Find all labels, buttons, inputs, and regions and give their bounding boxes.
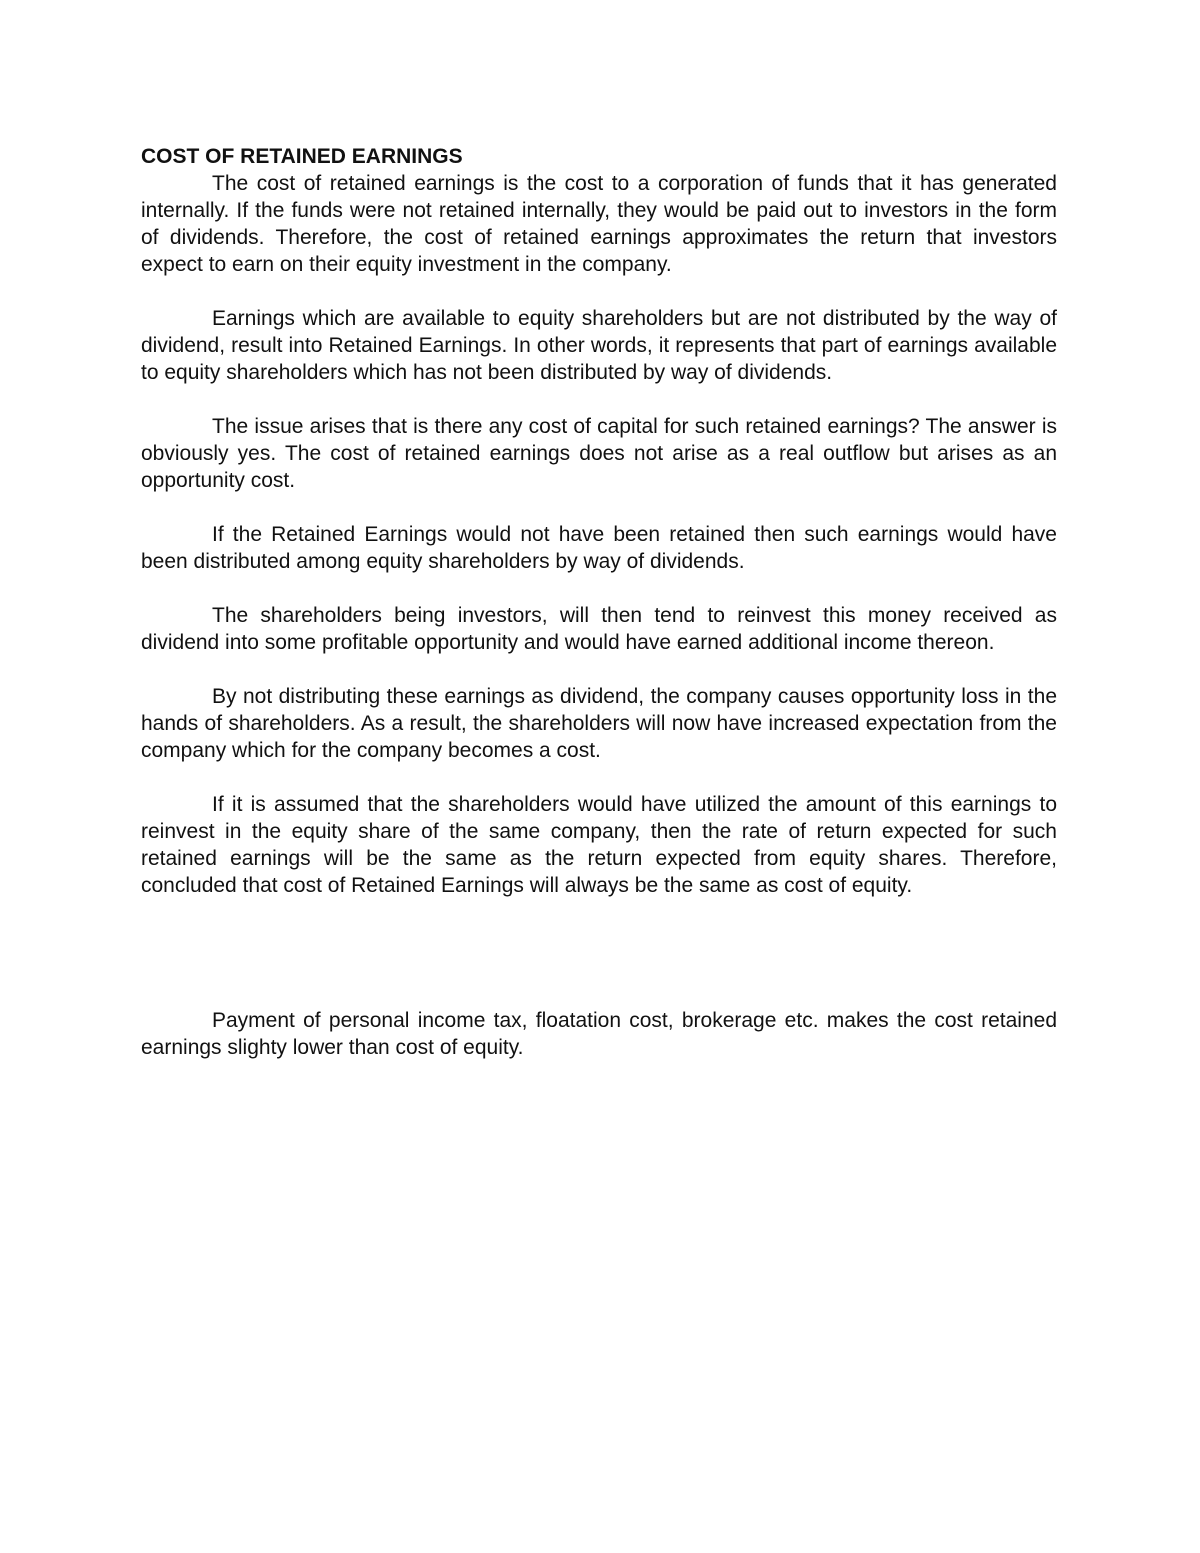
paragraph-5: The shareholders being investors, will then tend to reinvest this money received as dividend into some profitable opportunity and would have earned additional income thereon. [141,604,1057,654]
paragraph-8: Payment of personal income tax, floatation cost, brokerage etc. makes the cost retained earnings slighty lower than cost of equity. [141,1009,1057,1059]
paragraph-4: If the Retained Earnings would not have been retained then such earnings would have been distributed among equity shareholders by way of dividends. [141,523,1057,573]
document-title: COST OF RETAINED EARNINGS [141,145,463,168]
paragraph-2: Earnings which are available to equity shareholders but are not distributed by the way of dividend, result into Retained Earnings. In other words, it represents that part of earnings available to equity shareholders which has not been distributed by way of dividends. [141,307,1057,384]
paragraph-1: The cost of retained earnings is the cost to a corporation of funds that it has generated internally. If the funds were not retained internally, they would be paid out to investors in the form of dividends. Therefore, the cost of retained earnings approximates the return that investors expect to earn on their equity investment in the company. [141,172,1057,276]
paragraph-7: If it is assumed that the shareholders would have utilized the amount of this earnings to reinvest in the equity share of the same company, then the rate of return expected for such retained earnings will be the same as the return expected from equity shares. Therefore, concluded that cost of Retained Earnings will always be the same as cost of equity. [141,793,1057,897]
paragraph-3: The issue arises that is there any cost of capital for such retained earnings? The answer is obviously yes. The cost of retained earnings does not arise as a real outflow but arises as an opportunity cost. [141,415,1057,492]
blank-space [141,926,1057,1007]
paragraph-6: By not distributing these earnings as dividend, the company causes opportunity loss in the hands of shareholders. As a result, the shareholders will now have increased expectation from the company which for the company becomes a cost. [141,685,1057,762]
document-page [141,143,1057,1088]
